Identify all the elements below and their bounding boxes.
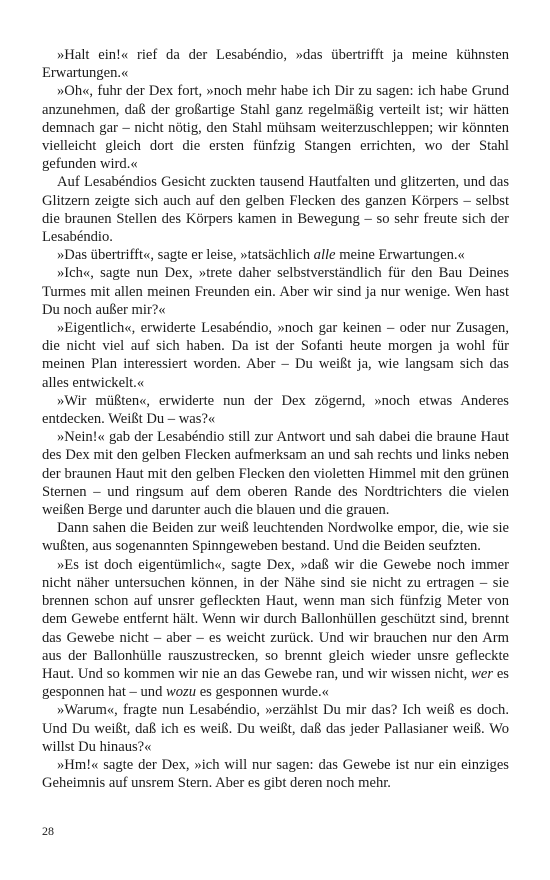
- paragraph-text: es gesponnen wurde.«: [196, 684, 329, 701]
- page-body: [42, 46, 509, 792]
- paragraph: Dann sahen die Beiden zur weiß leuchtenden Nordwolke empor, die, wie sie wußten, aus sogenannten Spinngeweben bestand. Und die Beiden seufzten.: [42, 520, 509, 555]
- paragraph: »Warum«, fragte nun Lesabéndio, »erzählst Du mir das? Ich weiß es doch. Und Du weißt, daß ich es weiß. Du weißt, daß das jeder Pallasianer weiß. Wo willst Du hinaus?«: [42, 702, 509, 755]
- paragraph: »Nein!« gab der Lesabéndio still zur Antwort und sah dabei die braune Haut des Dex mit den gelben Flecken aufmerksam an und sah rechts und links neben der braunen Haut mit den gelben Flecken den violetten Himmel mit den grünen Sternen – und ringsum auf dem oberen Rande des Nordtrichters die vielen weißen Berge und darunter auch die blauen und die grauen.: [42, 429, 509, 519]
- page-number: 28: [42, 824, 54, 838]
- paragraph: »Wir müßten«, erwiderte nun der Dex zögernd, »noch etwas Anderes entdecken. Weißt Du – was?«: [42, 392, 509, 428]
- paragraph-text: meine Erwartungen.«: [335, 247, 465, 264]
- paragraph: »Ich«, sagte nun Dex, »trete daher selbstverständlich für den Bau Deines Turmes mit allen meinen Freunden ein. Aber wir sind ja nur wenige. Wen hast Du noch außer mir?«: [42, 265, 509, 318]
- paragraph: [42, 246, 509, 264]
- emphasis: wozu: [166, 684, 197, 701]
- paragraph-text: »Das übertrifft«, sagte er leise, »tatsächlich: [57, 247, 314, 264]
- paragraph: »Eigentlich«, erwiderte Lesabéndio, »noch gar keinen – oder nur Zusagen, die nicht viel auf sich haben. Da ist der Sofanti heute morgen ja wohl für meinen Plan interessiert worden. Aber – Du weißt ja, wie langsam sich das alles entwickelt.«: [42, 320, 509, 391]
- paragraph: »Halt ein!« rief da der Lesabéndio, »das übertrifft ja meine kühnsten Erwartungen.«: [42, 47, 509, 82]
- paragraph-text: »Es ist doch eigentümlich«, sagte Dex, »daß wir die Gewebe noch immer nicht näher untersuchen können, in der Nähe sind sie nicht zu ertragen – sie brennen schon auf unsrer gefleckten Haut, wenn man sich fünfzig Meter von dem Gewebe entfernt hält. Wenn wir durch Ballonhüllen geschützt sind, brennt das Gewebe nicht – aber – es weicht zurück. Und wir brauchen nur den Arm aus der Ballonhülle rauszustrecken, so brennt gleich wieder unsre gefleckte Haut. Und so kommen wir nie an das Gewebe ran, und wir wissen nicht,: [42, 556, 509, 682]
- emphasis: wer: [471, 665, 494, 682]
- paragraph: »Hm!« sagte der Dex, »ich will nur sagen: das Gewebe ist nur ein einziges Geheimnis auf unsrem Stern. Aber es gibt deren noch mehr.: [42, 756, 509, 792]
- paragraph: [42, 556, 509, 702]
- paragraph-text: es gesponnen hat – und: [42, 665, 509, 701]
- paragraph: Auf Lesabéndios Gesicht zuckten tausend Hautfalten und glitzerten, und das Glitzern zeigte sich auch auf den gelben Flecken des ganzen Körpers – selbst die braunen Stellen des Körpers kamen in Bewegung – so sehr freute sich der Lesabéndio.: [42, 174, 509, 246]
- paragraph: »Oh«, fuhr der Dex fort, »noch mehr habe ich Dir zu sagen: ich habe Grund anzunehmen, daß der großartige Stahl ganz regelmäßig verteilt ist; wir hätten demnach gar – nicht nötig, den Stahl mühsam weiterzuschleppen; wir könnten vielleicht gleich dort die ersten fünfzig Stangen errichten, wo der Stahl gefunden wird.«: [42, 83, 509, 173]
- emphasis: alle: [313, 247, 336, 264]
